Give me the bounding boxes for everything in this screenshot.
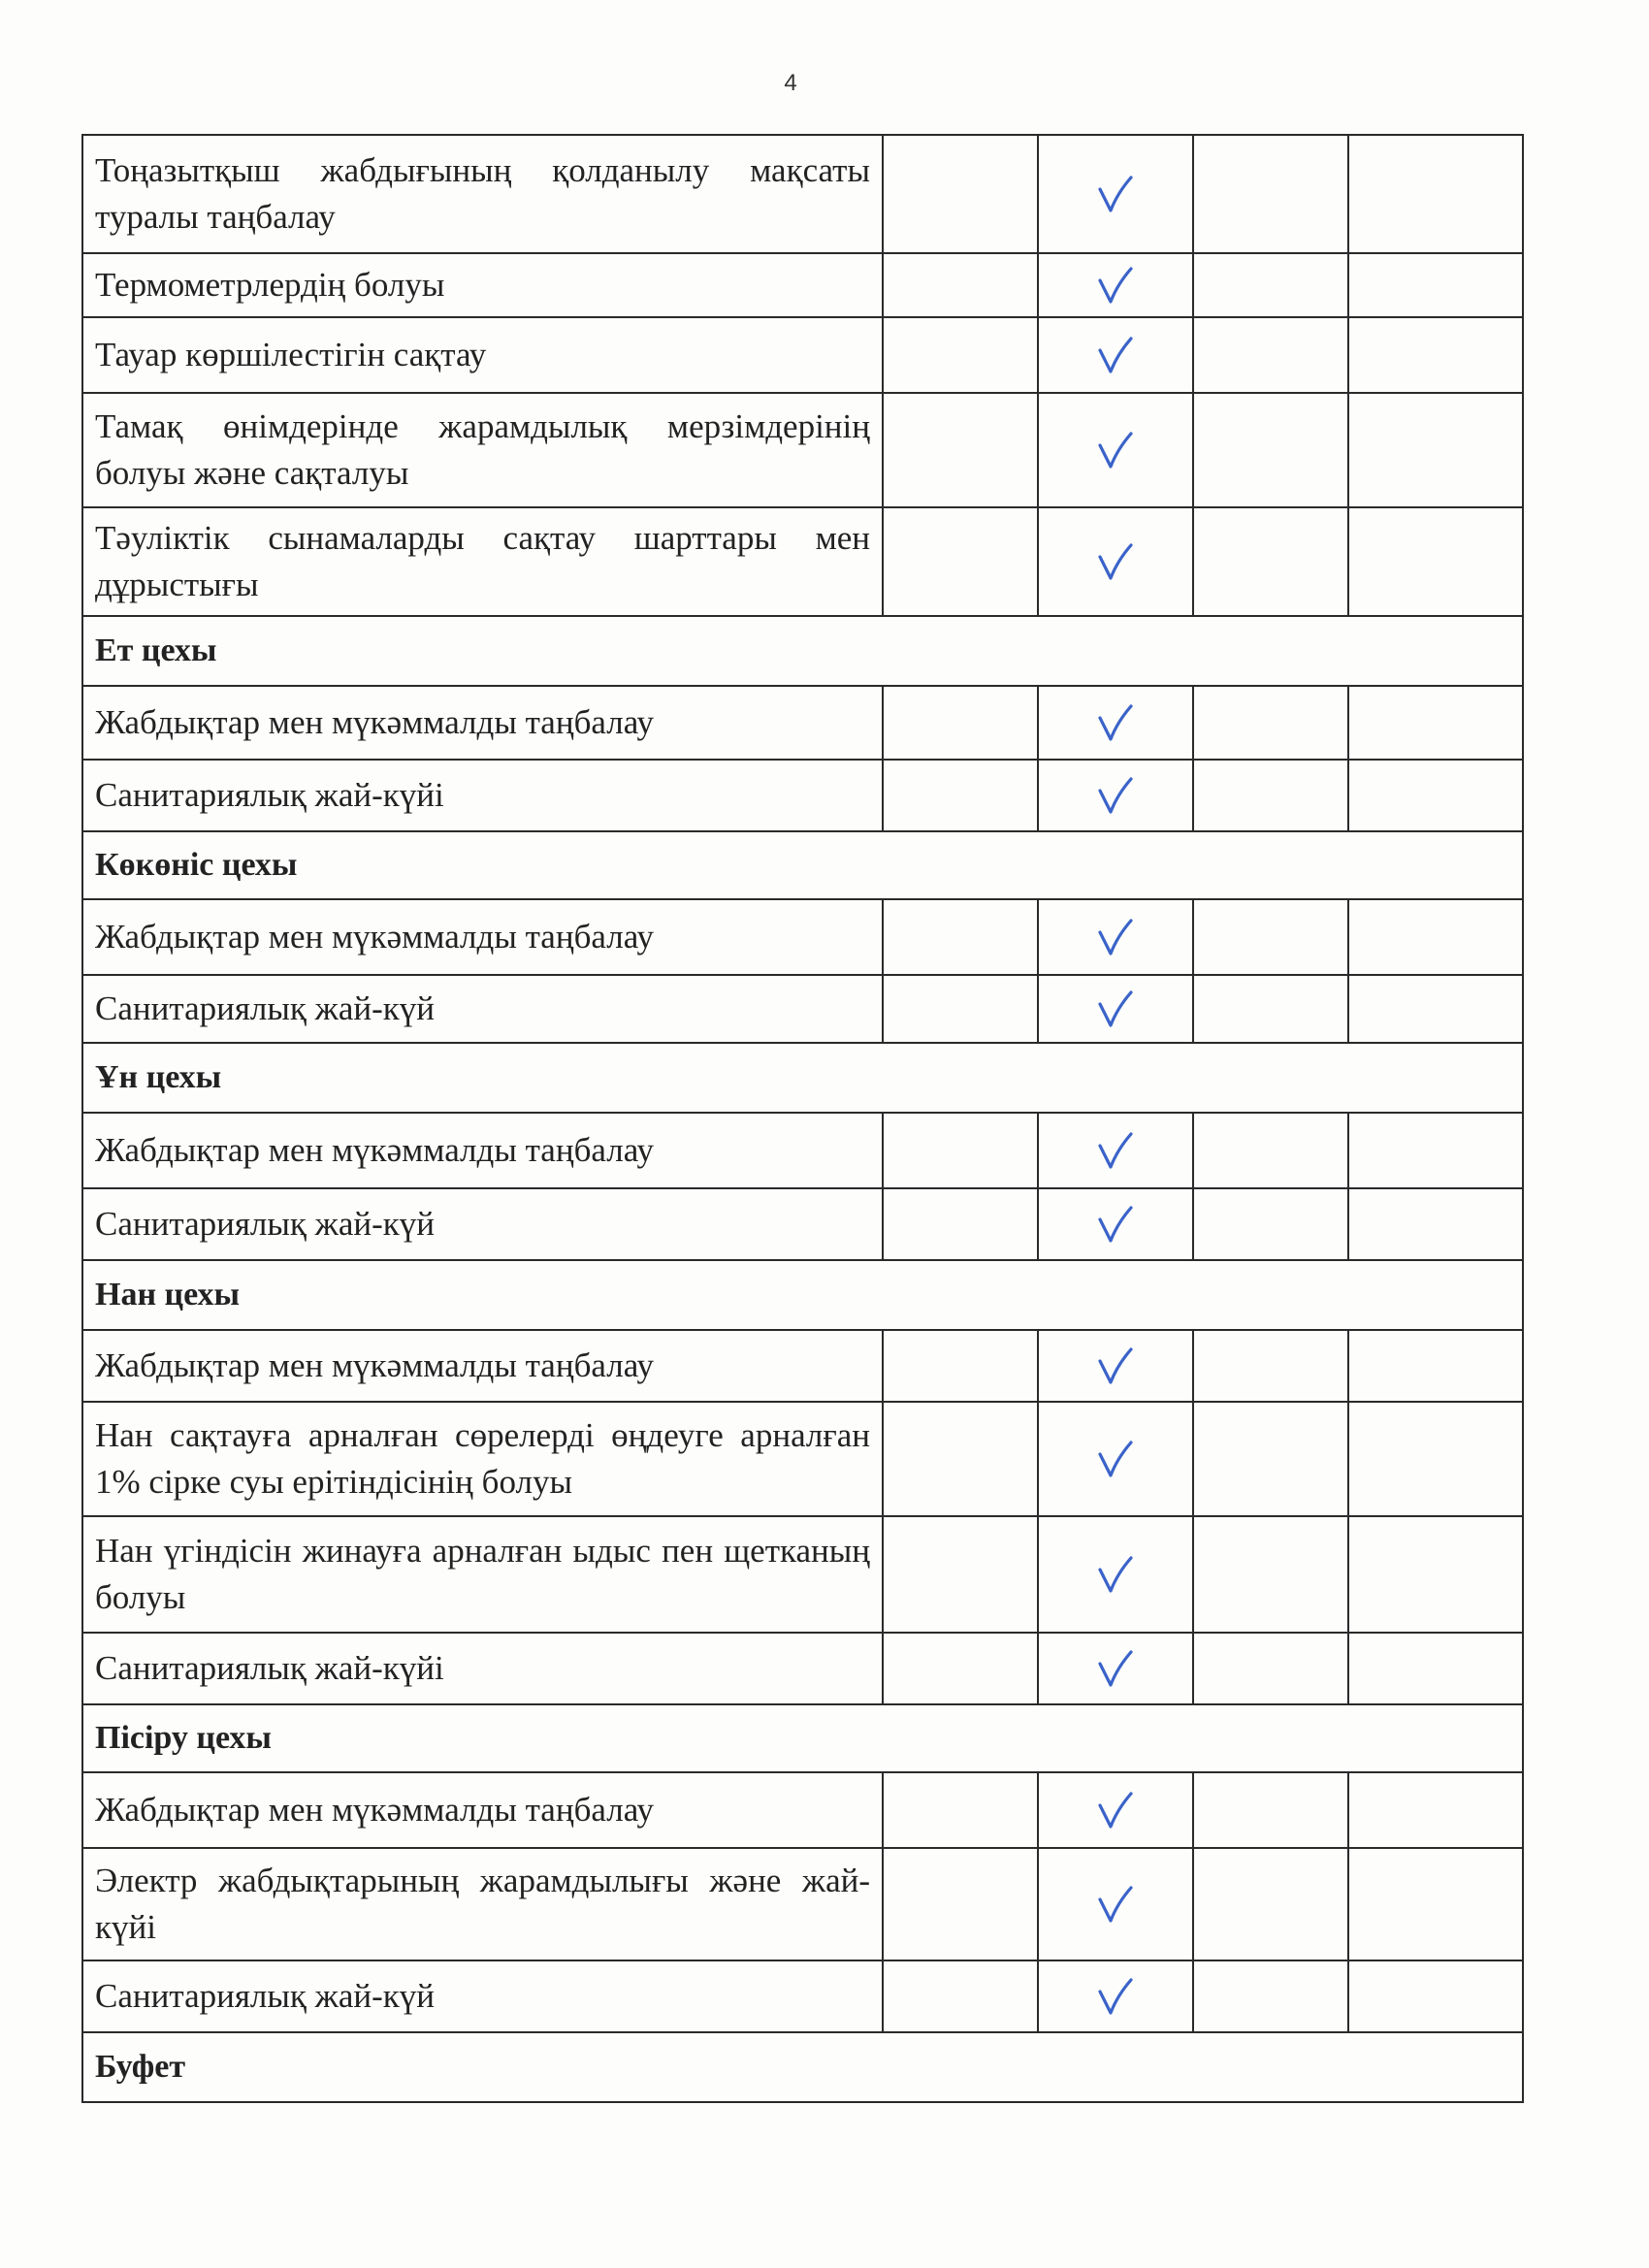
status-cell-3: [1193, 253, 1348, 317]
status-cell-2: [1038, 507, 1193, 616]
checklist-item-label: Электр жабдықтарының жарамдылығы және жай-күйі: [82, 1848, 883, 1960]
checkmark-icon: [1096, 1882, 1135, 1928]
checkmark-icon: [1096, 263, 1135, 309]
status-cell-1: [883, 1772, 1038, 1848]
status-cell-3: [1193, 1772, 1348, 1848]
status-cell-4: [1348, 1188, 1523, 1260]
status-cell-3: [1193, 393, 1348, 507]
checkmark-icon: [1096, 1646, 1135, 1693]
checklist-row: [82, 507, 1523, 616]
status-cell-1: [883, 1516, 1038, 1633]
section-header-row: [82, 831, 1523, 899]
checkmark-icon: [1096, 539, 1135, 586]
status-cell-2: [1038, 686, 1193, 760]
status-cell-2: [1038, 1772, 1193, 1848]
checkmark-icon: [1096, 773, 1135, 820]
checklist-row: [82, 1188, 1523, 1260]
status-cell-1: [883, 760, 1038, 831]
checkmark-icon: [1096, 333, 1135, 379]
section-header-row: [82, 1704, 1523, 1772]
section-header-row: [82, 2032, 1523, 2102]
checkmark-icon: [1096, 700, 1135, 747]
section-title: Буфет: [82, 2032, 1523, 2102]
status-cell-2: [1038, 1960, 1193, 2032]
status-cell-2: [1038, 1848, 1193, 1960]
status-cell-4: [1348, 686, 1523, 760]
checkmark-icon: [1096, 1437, 1135, 1483]
checklist-item-label: Жабдықтар мен мүкәммалды таңбалау: [82, 899, 883, 975]
checklist-item-label: Нан үгіндісін жинауға арналған ыдыс пен щетканың болуы: [82, 1516, 883, 1633]
checklist-row: [82, 1113, 1523, 1188]
checklist-row: [82, 1848, 1523, 1960]
status-cell-3: [1193, 1113, 1348, 1188]
status-cell-1: [883, 1402, 1038, 1516]
checklist-row: [82, 975, 1523, 1043]
status-cell-4: [1348, 1848, 1523, 1960]
section-title: Пісіру цехы: [82, 1704, 1523, 1772]
status-cell-3: [1193, 135, 1348, 253]
status-cell-1: [883, 507, 1038, 616]
checkmark-icon: [1096, 1974, 1135, 2021]
checklist-item-label: Санитариялық жай-күйі: [82, 1633, 883, 1704]
status-cell-4: [1348, 253, 1523, 317]
status-cell-4: [1348, 1516, 1523, 1633]
status-cell-4: [1348, 1772, 1523, 1848]
status-cell-2: [1038, 1633, 1193, 1704]
status-cell-2: [1038, 317, 1193, 393]
status-cell-3: [1193, 1633, 1348, 1704]
checklist-item-label: Тоңазытқыш жабдығының қолданылу мақсаты туралы таңбалау: [82, 135, 883, 253]
checklist-row: [82, 1330, 1523, 1402]
status-cell-3: [1193, 1848, 1348, 1960]
inspection-checklist-table: [81, 134, 1524, 2103]
status-cell-4: [1348, 1113, 1523, 1188]
status-cell-4: [1348, 507, 1523, 616]
section-title: Ұн цехы: [82, 1043, 1523, 1113]
checklist-row: [82, 760, 1523, 831]
status-cell-4: [1348, 1960, 1523, 2032]
checkmark-icon: [1096, 1202, 1135, 1248]
status-cell-4: [1348, 1402, 1523, 1516]
status-cell-4: [1348, 1633, 1523, 1704]
checklist-row: [82, 899, 1523, 975]
status-cell-1: [883, 686, 1038, 760]
status-cell-2: [1038, 899, 1193, 975]
checklist-item-label: Жабдықтар мен мүкәммалды таңбалау: [82, 1330, 883, 1402]
checklist-row: [82, 1960, 1523, 2032]
checklist-row: [82, 393, 1523, 507]
status-cell-1: [883, 1188, 1038, 1260]
checklist-item-label: Санитариялық жай-күй: [82, 1188, 883, 1260]
status-cell-3: [1193, 760, 1348, 831]
checklist-item-label: Термометрлердің болуы: [82, 253, 883, 317]
checklist-row: [82, 253, 1523, 317]
status-cell-1: [883, 253, 1038, 317]
status-cell-2: [1038, 1402, 1193, 1516]
status-cell-4: [1348, 1330, 1523, 1402]
checkmark-icon: [1096, 915, 1135, 961]
status-cell-3: [1193, 507, 1348, 616]
status-cell-4: [1348, 760, 1523, 831]
checklist-row: [82, 1633, 1523, 1704]
status-cell-1: [883, 1848, 1038, 1960]
status-cell-3: [1193, 899, 1348, 975]
status-cell-1: [883, 135, 1038, 253]
checklist-item-label: Жабдықтар мен мүкәммалды таңбалау: [82, 686, 883, 760]
checklist-row: [82, 1402, 1523, 1516]
status-cell-3: [1193, 1516, 1348, 1633]
status-cell-1: [883, 1633, 1038, 1704]
status-cell-4: [1348, 975, 1523, 1043]
section-title: Ет цехы: [82, 616, 1523, 686]
status-cell-3: [1193, 1960, 1348, 2032]
status-cell-2: [1038, 1516, 1193, 1633]
status-cell-3: [1193, 1402, 1348, 1516]
status-cell-2: [1038, 975, 1193, 1043]
checklist-item-label: Тамақ өнімдерінде жарамдылық мерзімдерінің болуы және сақталуы: [82, 393, 883, 507]
checkmark-icon: [1096, 1552, 1135, 1599]
status-cell-1: [883, 1960, 1038, 2032]
status-cell-1: [883, 317, 1038, 393]
page-number: 4: [784, 70, 797, 96]
checklist-item-label: Санитариялық жай-күйі: [82, 760, 883, 831]
status-cell-2: [1038, 135, 1193, 253]
section-title: Нан цехы: [82, 1260, 1523, 1330]
status-cell-3: [1193, 1330, 1348, 1402]
status-cell-3: [1193, 686, 1348, 760]
section-header-row: [82, 616, 1523, 686]
section-header-row: [82, 1043, 1523, 1113]
status-cell-2: [1038, 1188, 1193, 1260]
status-cell-1: [883, 975, 1038, 1043]
status-cell-4: [1348, 317, 1523, 393]
checklist-row: [82, 686, 1523, 760]
checklist-item-label: Жабдықтар мен мүкәммалды таңбалау: [82, 1113, 883, 1188]
checkmark-icon: [1096, 172, 1135, 218]
status-cell-2: [1038, 253, 1193, 317]
checklist-row: [82, 1516, 1523, 1633]
checklist-item-label: Санитариялық жай-күй: [82, 1960, 883, 2032]
status-cell-4: [1348, 135, 1523, 253]
checklist-item-label: Жабдықтар мен мүкәммалды таңбалау: [82, 1772, 883, 1848]
checklist-item-label: Санитариялық жай-күй: [82, 975, 883, 1043]
checkmark-icon: [1096, 987, 1135, 1033]
status-cell-1: [883, 393, 1038, 507]
checklist-row: [82, 317, 1523, 393]
section-title: Көкөніс цехы: [82, 831, 1523, 899]
checkmark-icon: [1096, 428, 1135, 474]
status-cell-2: [1038, 760, 1193, 831]
status-cell-2: [1038, 393, 1193, 507]
status-cell-3: [1193, 975, 1348, 1043]
status-cell-4: [1348, 393, 1523, 507]
status-cell-4: [1348, 899, 1523, 975]
checklist-row: [82, 135, 1523, 253]
section-header-row: [82, 1260, 1523, 1330]
checkmark-icon: [1096, 1344, 1135, 1390]
status-cell-1: [883, 1113, 1038, 1188]
status-cell-3: [1193, 1188, 1348, 1260]
status-cell-3: [1193, 317, 1348, 393]
status-cell-1: [883, 1330, 1038, 1402]
checklist-item-label: Тәуліктік сынамаларды сақтау шарттары мен дұрыстығы: [82, 507, 883, 616]
checkmark-icon: [1096, 1128, 1135, 1175]
checklist-item-label: Тауар көршілестігін сақтау: [82, 317, 883, 393]
status-cell-1: [883, 899, 1038, 975]
checklist-item-label: Нан сақтауға арналған сөрелерді өңдеуге арналған 1% сірке суы ерітіндісінің болуы: [82, 1402, 883, 1516]
status-cell-2: [1038, 1113, 1193, 1188]
status-cell-2: [1038, 1330, 1193, 1402]
checkmark-icon: [1096, 1788, 1135, 1834]
checklist-row: [82, 1772, 1523, 1848]
